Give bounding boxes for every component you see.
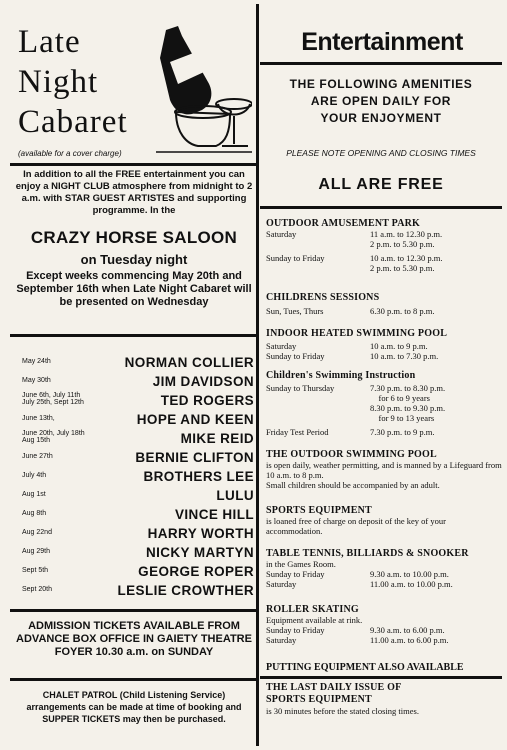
divider bbox=[10, 334, 256, 337]
list-item bbox=[10, 544, 256, 563]
act-date: May 30th bbox=[22, 377, 51, 384]
act-date: June 27th bbox=[22, 453, 53, 460]
schedule-time: 6.30 p.m. to 8 p.m. bbox=[370, 306, 435, 316]
section-text: is open daily, weather permitting, and is manned by a Lifeguard from 10 a.m. to 8 p.m. bbox=[266, 460, 502, 480]
venue-name: CRAZY HORSE SALOON bbox=[30, 228, 238, 247]
act-name: HARRY WORTH bbox=[147, 526, 254, 541]
schedule-day: Sunday to Thursday bbox=[266, 383, 335, 393]
column-divider bbox=[256, 4, 259, 746]
outdoor-park-section bbox=[266, 218, 502, 273]
act-date: Aug 1st bbox=[22, 491, 46, 498]
cabaret-column bbox=[10, 6, 256, 744]
schedule-time: 10 a.m. to 12.30 p.m. 2 p.m. to 5.30 p.m. bbox=[370, 253, 443, 273]
act-name: NORMAN COLLIER bbox=[124, 355, 254, 370]
schedule-row bbox=[266, 351, 502, 361]
schedule-day: Saturday bbox=[266, 341, 297, 351]
section-text: Small children should be accompanied by an adult. bbox=[266, 480, 440, 490]
list-item bbox=[10, 430, 256, 449]
list-item bbox=[10, 582, 256, 601]
section-heading: ROLLER SKATING bbox=[266, 604, 359, 615]
schedule-day: Sun, Tues, Thurs bbox=[266, 306, 324, 316]
indoor-pool-section bbox=[266, 328, 502, 361]
table-tennis-section bbox=[266, 548, 502, 589]
divider bbox=[10, 609, 256, 612]
divider bbox=[260, 62, 502, 65]
schedule-day: Sunday to Friday bbox=[266, 253, 325, 263]
swimming-instruction-section bbox=[266, 370, 502, 437]
schedule-time: 10 a.m. to 7.30 p.m. bbox=[370, 351, 439, 361]
opening-times-note: PLEASE NOTE OPENING AND CLOSING TIMES bbox=[286, 148, 476, 158]
night-club-intro: In addition to all the FREE entertainment you can enjoy a NIGHT CLUB atmosphere from midnight to 2 a.m. with STAR GUEST ARTISTES and supporting programme. In the bbox=[15, 169, 253, 216]
section-heading: INDOOR HEATED SWIMMING POOL bbox=[266, 328, 448, 339]
title-line-cabaret: Cabaret bbox=[18, 104, 128, 140]
amenities-heading bbox=[260, 76, 502, 127]
act-name: VINCE HILL bbox=[174, 507, 254, 522]
title-line-late: Late bbox=[18, 24, 81, 60]
list-item bbox=[10, 354, 256, 373]
schedule-day: Sunday to Friday bbox=[266, 625, 325, 635]
act-name: MIKE REID bbox=[180, 431, 254, 446]
section-heading: SPORTS EQUIPMENT bbox=[266, 694, 372, 705]
schedule-day: Saturday bbox=[266, 635, 297, 645]
divider bbox=[10, 163, 256, 166]
section-text: in the Games Room. bbox=[266, 559, 336, 569]
act-date: Aug 8th bbox=[22, 510, 47, 517]
section-text: Equipment available at rink. bbox=[266, 615, 363, 625]
list-item bbox=[10, 373, 256, 392]
section-heading: THE OUTDOOR SWIMMING POOL bbox=[266, 449, 437, 460]
champagne-icon bbox=[156, 22, 252, 154]
outdoor-pool-section bbox=[266, 449, 502, 490]
title-line-night: Night bbox=[18, 64, 99, 100]
section-text: is loaned free of charge on deposit of the key of your accommodation. bbox=[266, 516, 446, 536]
act-name: BROTHERS LEE bbox=[143, 469, 254, 484]
schedule-day: Saturday bbox=[266, 229, 297, 239]
act-date: Aug 29th bbox=[22, 548, 51, 555]
act-date: Sept 5th bbox=[22, 567, 49, 574]
schedule-row bbox=[266, 579, 502, 589]
list-item bbox=[10, 411, 256, 430]
schedule-time: 11.00 a.m. to 6.00 p.m. bbox=[370, 635, 449, 645]
amenities-line: THE FOLLOWING AMENITIES bbox=[289, 77, 473, 91]
last-issue-section bbox=[266, 682, 502, 716]
act-date: Aug 22nd bbox=[22, 529, 52, 536]
exception-note: Except weeks commencing May 20th and September 16th when Late Night Cabaret will be presented on Wednesday bbox=[16, 270, 252, 308]
section-heading: OUTDOOR AMUSEMENT PARK bbox=[266, 218, 421, 229]
section-heading: CHILDRENS SESSIONS bbox=[266, 292, 380, 303]
section-heading: THE LAST DAILY ISSUE OF bbox=[266, 682, 402, 693]
schedule-row bbox=[266, 306, 502, 316]
act-date: Sept 20th bbox=[22, 586, 52, 593]
entertainment-column bbox=[260, 6, 502, 744]
act-date: June 20th, July 18th Aug 15th bbox=[22, 430, 85, 444]
schedule-day: Sunday to Friday bbox=[266, 569, 325, 579]
schedule-row bbox=[266, 625, 502, 635]
schedule-time: 7.30 p.m. to 8.30 p.m. for 6 to 9 years 8.30 p.m. to 9.30 p.m. for 9 to 13 years bbox=[370, 383, 446, 423]
act-name: LULU bbox=[216, 488, 254, 503]
all-free-banner: ALL ARE FREE bbox=[318, 176, 444, 193]
act-name: BERNIE CLIFTON bbox=[135, 450, 254, 465]
roller-skating-section bbox=[266, 604, 502, 645]
act-name: JIM DAVIDSON bbox=[152, 374, 254, 389]
schedule-row bbox=[266, 383, 502, 423]
act-date: June 6th, July 11th July 25th, Sept 12th bbox=[22, 392, 84, 406]
chalet-patrol-note: CHALET PATROL (Child Listening Service) arrangements can be made at time of booking and SUPPER TICKETS may then be purchased. bbox=[26, 690, 242, 724]
list-item bbox=[10, 506, 256, 525]
entertainment-title: Entertainment bbox=[301, 28, 463, 56]
schedule-time: 11.00 a.m. to 10.00 p.m. bbox=[370, 579, 453, 589]
act-name: HOPE AND KEEN bbox=[136, 412, 254, 427]
schedule-time: 9.30 a.m. to 10.00 p.m. bbox=[370, 569, 449, 579]
schedule-row bbox=[266, 427, 502, 437]
schedule-time: 9.30 a.m. to 6.00 p.m. bbox=[370, 625, 445, 635]
section-heading: TABLE TENNIS, BILLIARDS & SNOOKER bbox=[266, 548, 469, 559]
list-item bbox=[10, 525, 256, 544]
amenities-line: ARE OPEN DAILY FOR bbox=[310, 94, 452, 108]
putting-note: PUTTING EQUIPMENT ALSO AVAILABLE bbox=[266, 662, 464, 673]
section-text: is 30 minutes before the stated closing times. bbox=[266, 706, 419, 716]
divider bbox=[260, 206, 502, 209]
divider bbox=[10, 678, 256, 681]
cabaret-title bbox=[18, 22, 128, 142]
schedule-row bbox=[266, 635, 502, 645]
list-item bbox=[10, 449, 256, 468]
acts-list bbox=[10, 354, 256, 601]
list-item bbox=[10, 392, 256, 411]
act-name: GEORGE ROPER bbox=[138, 564, 254, 579]
amenities-line: YOUR ENJOYMENT bbox=[320, 111, 442, 125]
list-item bbox=[10, 468, 256, 487]
cover-charge-note: (available for a cover charge) bbox=[18, 149, 122, 158]
section-heading: Children's Swimming Instruction bbox=[266, 370, 416, 381]
schedule-row bbox=[266, 229, 502, 249]
schedule-day: Friday Test Period bbox=[266, 427, 329, 437]
schedule-row bbox=[266, 569, 502, 579]
schedule-time: 11 a.m. to 12.30 p.m. 2 p.m. to 5.30 p.m. bbox=[370, 229, 443, 249]
schedule-time: 7.30 p.m. to 9 p.m. bbox=[370, 427, 435, 437]
schedule-row bbox=[266, 253, 502, 273]
schedule-day: Saturday bbox=[266, 579, 297, 589]
schedule-time: 10 a.m. to 9 p.m. bbox=[370, 341, 428, 351]
schedule-day: Sunday to Friday bbox=[266, 351, 325, 361]
childrens-sessions-section bbox=[266, 292, 502, 316]
act-date: July 4th bbox=[22, 472, 47, 479]
admission-tickets-note: ADMISSION TICKETS AVAILABLE FROM ADVANCE BOX OFFICE IN GAIETY THEATRE FOYER 10.30 a.m. on SUNDAY bbox=[16, 620, 252, 658]
divider bbox=[260, 676, 502, 679]
list-item bbox=[10, 563, 256, 582]
act-date: May 24th bbox=[22, 358, 51, 365]
list-item bbox=[10, 487, 256, 506]
act-name: TED ROGERS bbox=[160, 393, 254, 408]
act-name: NICKY MARTYN bbox=[145, 545, 254, 560]
section-heading: SPORTS EQUIPMENT bbox=[266, 505, 372, 516]
sports-equipment-section bbox=[266, 505, 502, 536]
act-date: June 13th, bbox=[22, 415, 55, 422]
act-name: LESLIE CROWTHER bbox=[117, 583, 254, 598]
schedule-row bbox=[266, 341, 502, 351]
cabaret-night: on Tuesday night bbox=[80, 252, 188, 267]
